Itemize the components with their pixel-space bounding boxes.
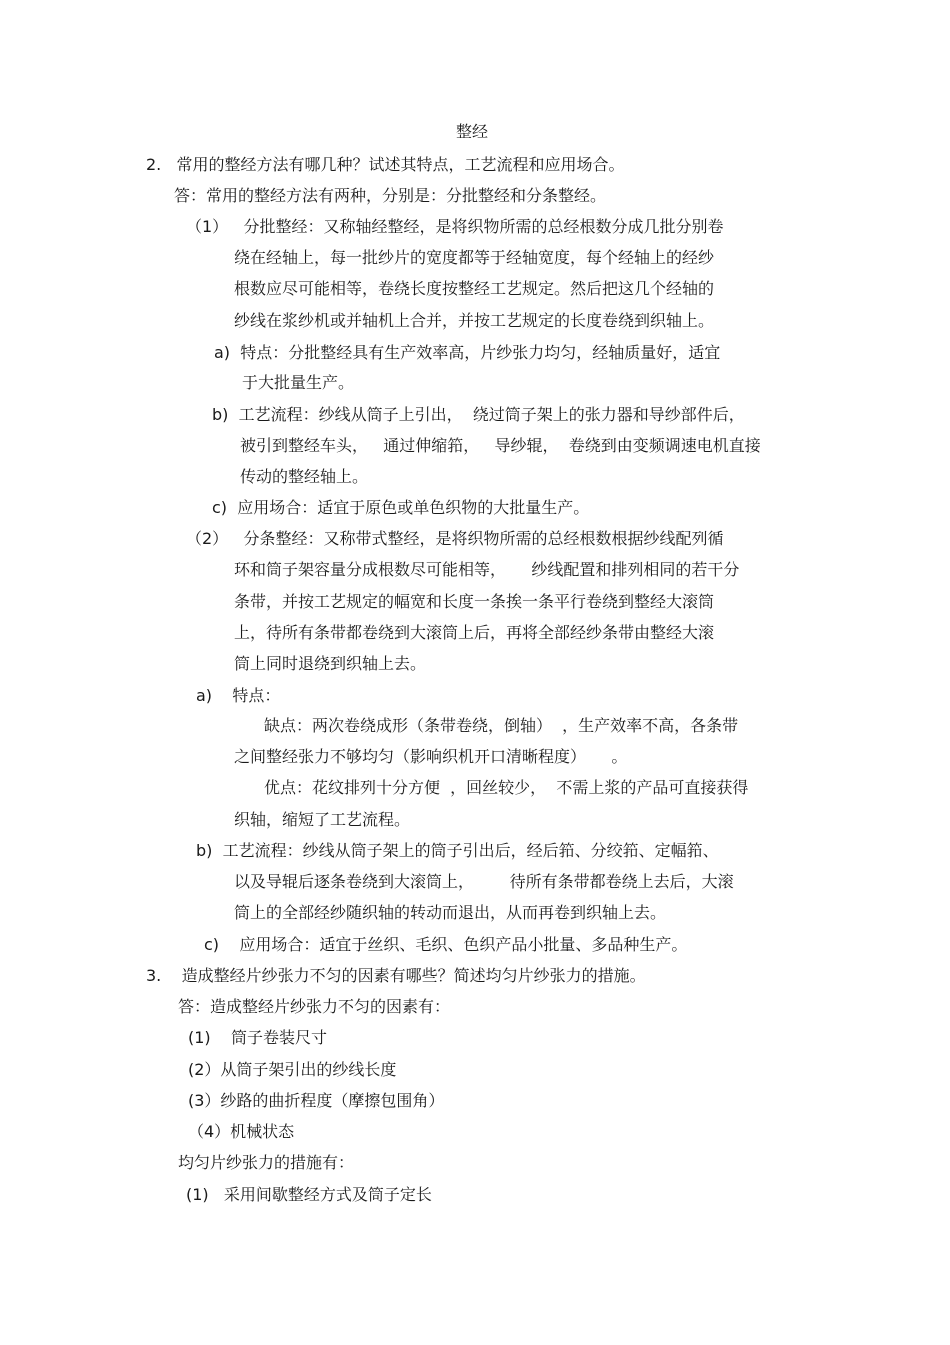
item-1b-process: b) 工艺流程：纱线从筒子上引出， 绕过筒子架上的张力器和导纱部件后， bbox=[212, 405, 745, 424]
item-1-line-3: 根数应尽可能相等，卷绕长度按整经工艺规定。然后把这几个经轴的 bbox=[234, 279, 715, 298]
item-2a-advantages-line-2: 织轴，缩短了工艺流程。 bbox=[234, 810, 411, 829]
factor-3: (3）纱路的曲折程度（摩擦包围角） bbox=[188, 1091, 445, 1110]
item-2a-features: a) 特点： bbox=[196, 686, 281, 705]
item-2b-process: b) 工艺流程：纱线从筒子架上的筒子引出后，经后筘、分绞筘、定幅筘、 bbox=[196, 841, 719, 860]
item-2-line-5: 筒上同时退绕到织轴上去。 bbox=[234, 654, 427, 673]
item-2a-advantages: 优点：花纹排列十分方便 ，回丝较少， 不需上浆的产品可直接获得 bbox=[264, 778, 749, 797]
question-3: 3. 造成整经片纱张力不匀的因素有哪些？简述均匀片纱张力的措施。 bbox=[146, 966, 646, 985]
item-1b-line-3: 传动的整经轴上。 bbox=[240, 467, 369, 486]
item-2-heading: （2） 分条整经：又称带式整经，是将织物所需的总经根数根据纱线配列循 bbox=[186, 529, 724, 548]
page-title: 整经 bbox=[456, 122, 489, 141]
item-2a-drawbacks-line-2: 之间整经张力不够均匀（影响织机开口清晰程度） 。 bbox=[234, 747, 628, 766]
item-1a-line-2: 于大批量生产。 bbox=[242, 373, 355, 392]
item-2-line-3: 条带，并按工艺规定的幅宽和长度一条挨一条平行卷绕到整经大滚筒 bbox=[234, 592, 715, 611]
measures-heading: 均匀片纱张力的措施有： bbox=[178, 1153, 355, 1172]
item-1b-line-2: 被引到整经车头， 通过伸缩筘， 导纱辊， 卷绕到由变频调速电机直接 bbox=[240, 436, 761, 455]
item-1-line-4: 纱线在浆纱机或并轴机上合并，并按工艺规定的长度卷绕到织轴上。 bbox=[234, 311, 715, 330]
factor-4: （4）机械状态 bbox=[188, 1122, 295, 1141]
item-2b-line-3: 筒上的全部经纱随织轴的转动而退出，从而再卷到织轴上去。 bbox=[234, 903, 667, 922]
question-2: 2. 常用的整经方法有哪几种？试述其特点，工艺流程和应用场合。 bbox=[146, 155, 625, 174]
item-2-line-2: 环和筒子架容量分成根数尽可能相等， 纱线配置和排列相同的若干分 bbox=[234, 560, 740, 579]
factor-1: (1) 筒子卷装尺寸 bbox=[188, 1028, 328, 1047]
answer-3-intro: 答：造成整经片纱张力不匀的因素有： bbox=[178, 997, 451, 1016]
item-1-line-2: 绕在经轴上，每一批纱片的宽度都等于经轴宽度，每个经轴上的经纱 bbox=[234, 248, 715, 267]
item-2b-line-2: 以及导辊后逐条卷绕到大滚筒上， 待所有条带都卷绕上去后，大滚 bbox=[234, 872, 734, 891]
item-2-line-4: 上，待所有条带都卷绕到大滚筒上后，再将全部经纱条带由整经大滚 bbox=[234, 623, 715, 642]
measure-1: (1) 采用间歇整经方式及筒子定长 bbox=[186, 1185, 432, 1204]
item-1c-application: c) 应用场合：适宜于原色或单色织物的大批量生产。 bbox=[212, 498, 590, 517]
item-2a-drawbacks: 缺点：两次卷绕成形（条带卷绕，倒轴） ，生产效率不高，各条带 bbox=[264, 716, 739, 735]
item-1-heading: （1） 分批整经：又称轴经整经，是将织物所需的总经根数分成几批分别卷 bbox=[186, 217, 724, 236]
item-2c-application: c) 应用场合：适宜于丝织、毛织、色织产品小批量、多品种生产。 bbox=[204, 935, 688, 954]
answer-2-intro: 答：常用的整经方法有两种，分别是：分批整经和分条整经。 bbox=[174, 186, 607, 205]
item-1a-features: a) 特点：分批整经具有生产效率高，片纱张力均匀，经轴质量好，适宜 bbox=[214, 343, 721, 362]
factor-2: (2）从筒子架引出的纱线长度 bbox=[188, 1060, 397, 1079]
